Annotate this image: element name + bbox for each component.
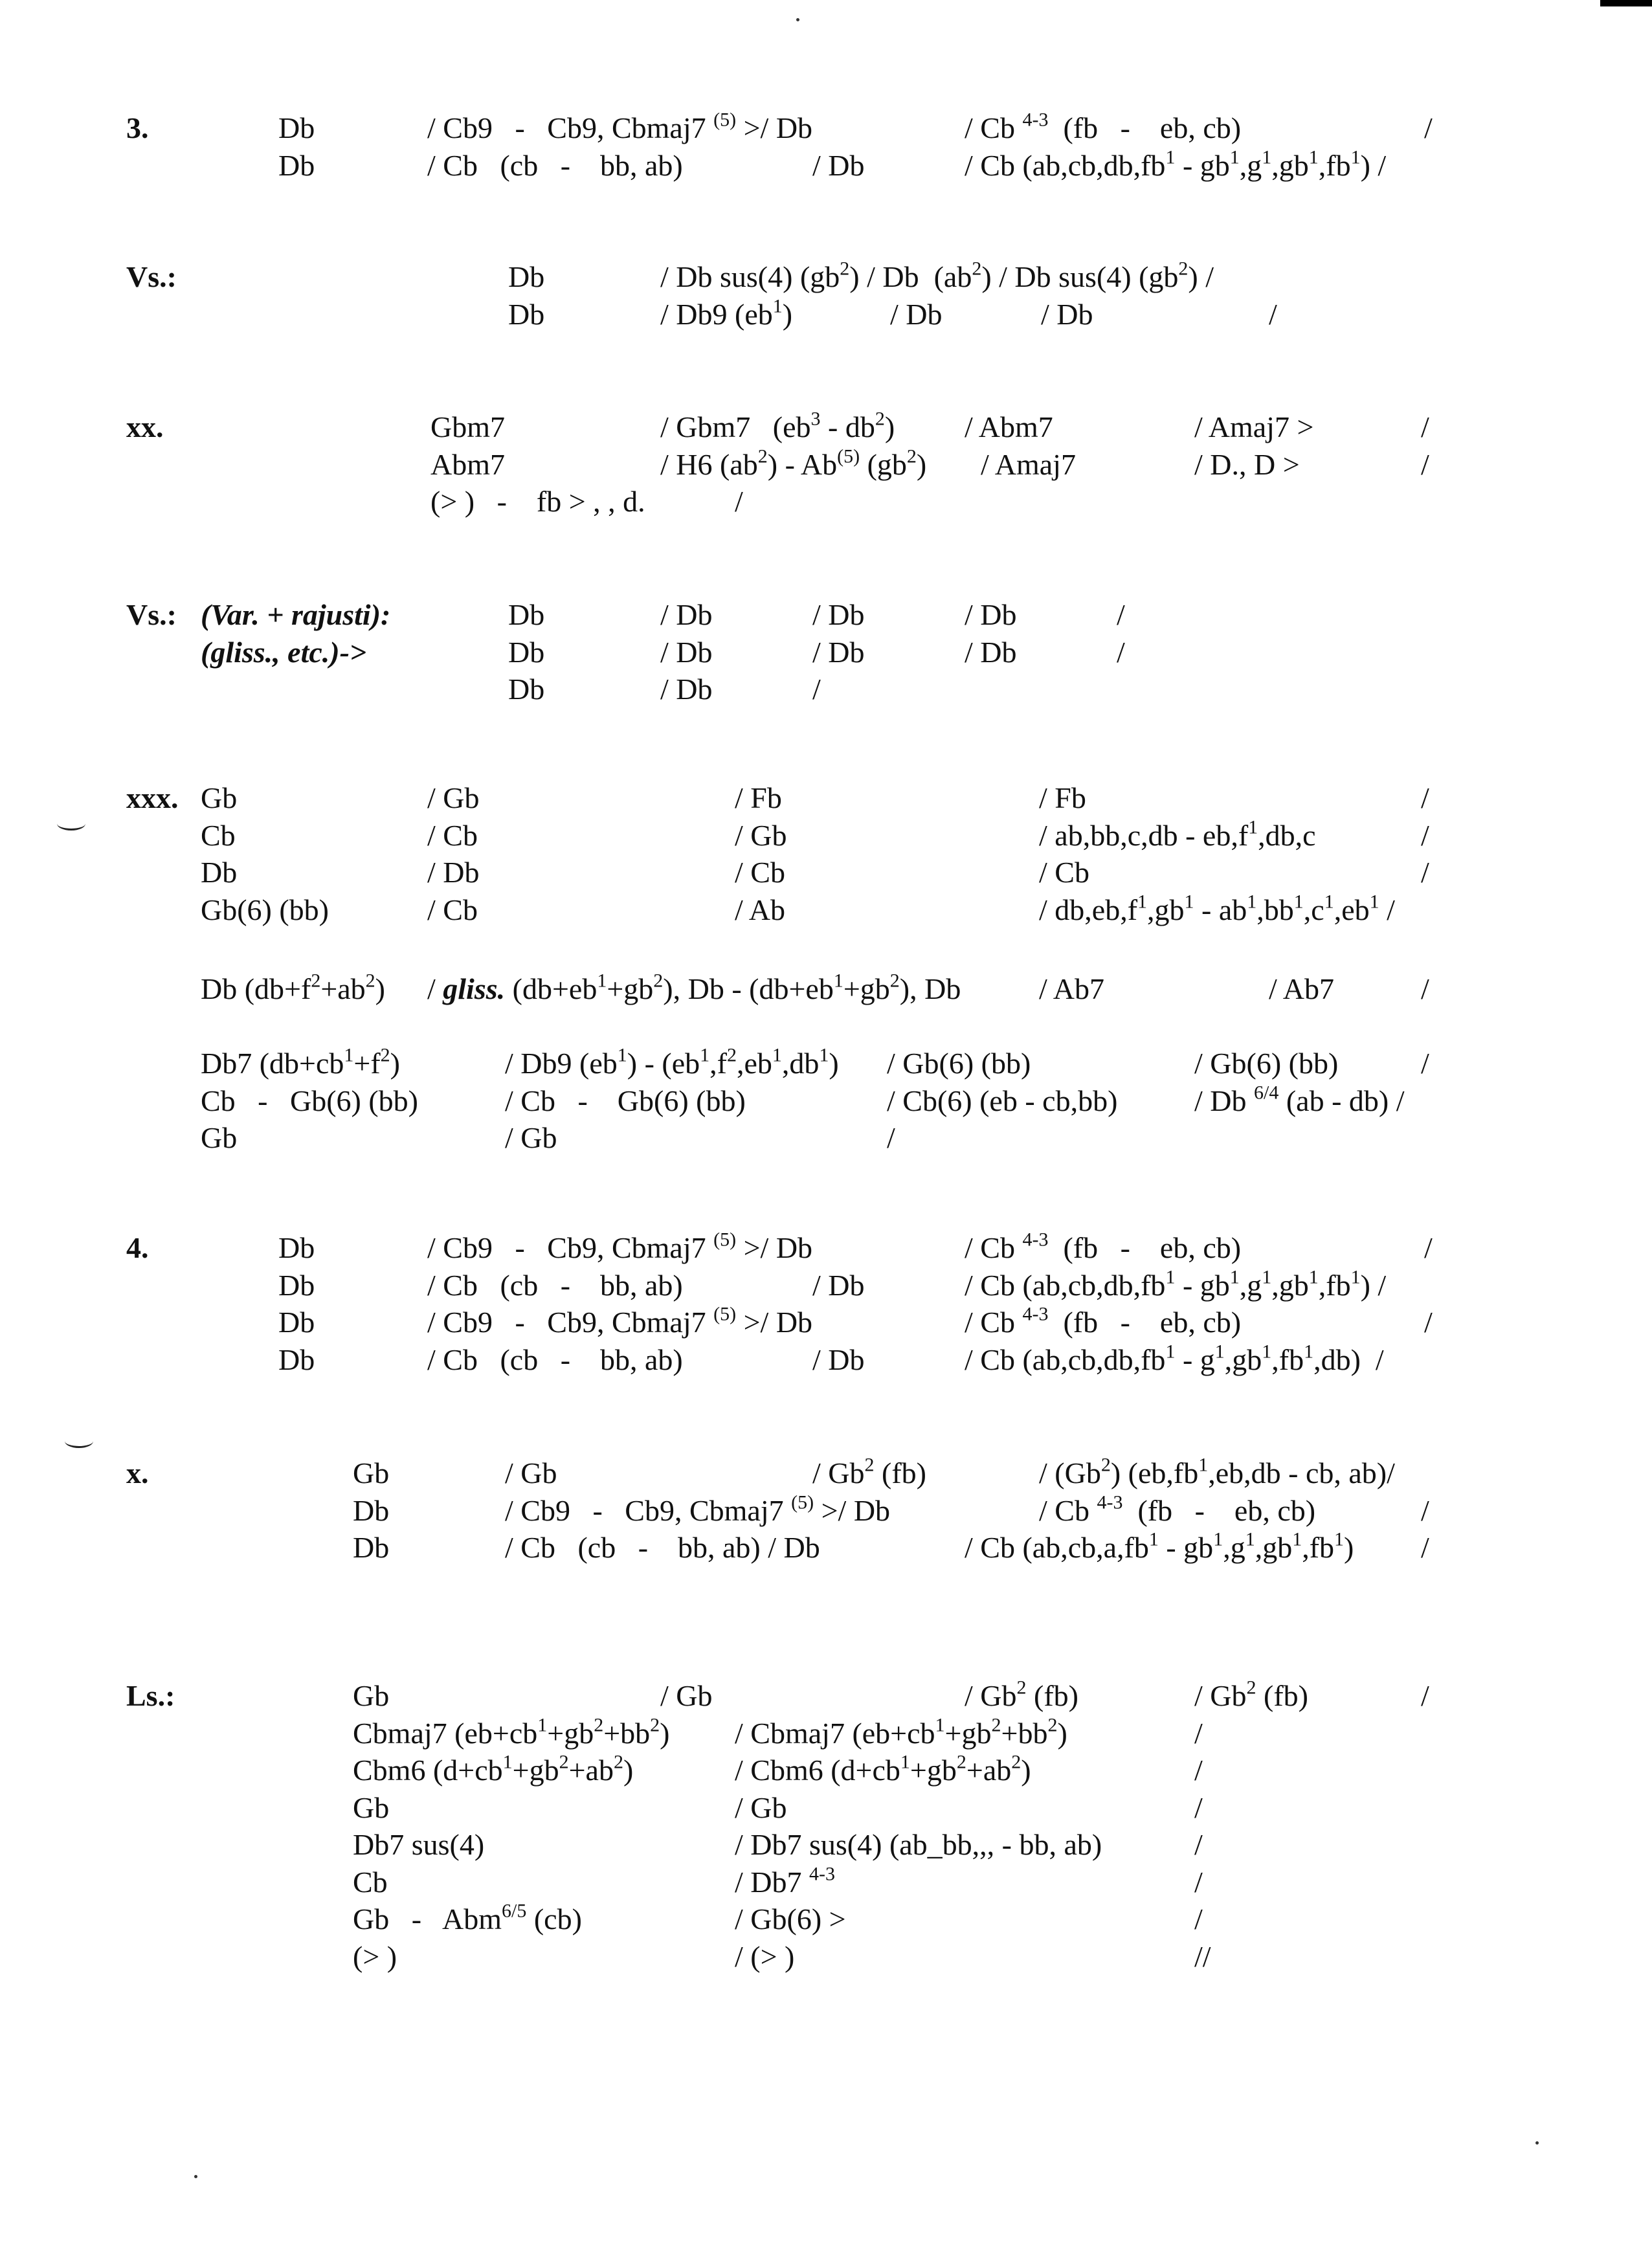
chord-cell: Db <box>508 297 545 331</box>
chord-cell: / Db $^{6/4}$ (ab - db) / <box>1194 1081 1405 1117</box>
chord-cell: / <box>1424 1231 1433 1264</box>
chord-cell: / Cb $(ab,cb,db,fb^1 - g^1,gb^1,fb^1,db)$ / <box>965 1340 1384 1376</box>
chord-cell: / Cb <box>427 893 478 926</box>
chord-cell: // <box>1194 1939 1211 1973</box>
chord-cell: / Db <box>812 635 865 669</box>
chord-cell: / Cb9 - Cb9, Cbmaj7 $^{(5)}$ >/ Db <box>505 1491 891 1527</box>
chord-cell: / <box>735 485 743 518</box>
chord-cell: Cbm6 $(d+cb^1+gb^2+ab^2)$ <box>353 1751 634 1787</box>
chord-cell: Db <box>508 260 545 293</box>
chord-cell: Db <box>201 856 238 889</box>
chord-cell: / Gb <box>735 1790 787 1824</box>
chord-cell: / Cb (cb - bb, ab) <box>427 1268 683 1302</box>
chord-cell: / <box>1421 447 1429 481</box>
chord-cell: / Db <box>965 635 1017 669</box>
section-label: xxx. <box>126 781 179 814</box>
chord-cell: / Gb <box>735 818 787 852</box>
chord-cell: / Cb (cb - bb, ab) <box>427 148 683 182</box>
chord-cell: / <box>1117 598 1125 631</box>
chord-cell: / <box>1421 1679 1429 1712</box>
chord-cell: / <box>1194 1828 1203 1861</box>
chord-cell: Gb <box>353 1456 390 1489</box>
chord-cell: / Db <box>660 673 713 706</box>
chord-cell: / <box>1421 410 1429 443</box>
chord-cell: / H6 $(ab^2) - Ab^{(5)}$ $(gb^2)$ <box>660 445 927 481</box>
chord-cell: / Cb $^{4-3}$ (fb - eb, cb) <box>1039 1491 1316 1527</box>
chord-cell: / Gb <box>660 1679 713 1712</box>
chord-cell: / <box>1117 635 1125 669</box>
chord-cell: / Db9 $(eb^1)$ <box>660 295 793 331</box>
chord-cell: / $db,eb,f^1,gb^1 - ab^1,bb^1,c^1,eb^1$ / <box>1039 890 1395 926</box>
section-label: Vs.: <box>126 598 177 631</box>
chord-cell: / Fb <box>735 781 782 814</box>
chord-cell: / Gb(6) (bb) <box>887 1047 1031 1080</box>
chord-cell: / Cb <box>1039 856 1089 889</box>
margin-tick-mark <box>57 817 85 831</box>
chord-cell: / Cb $^{4-3}$ (fb - eb, cb) <box>965 1303 1242 1339</box>
chord-cell: / Cb(6) (eb - cb,bb) <box>887 1084 1118 1117</box>
chord-cell: Db <box>278 1268 315 1302</box>
chord-cell: / Ab <box>735 893 785 926</box>
chord-cell: / Cbmaj7 $(eb+cb^1+gb^2+bb^2)$ <box>735 1713 1067 1750</box>
chord-cell: / Db <box>812 1268 865 1302</box>
chord-cell: / <box>1421 856 1429 889</box>
chord-cell: / Db sus(4) $(gb^2)$ / Db $(ab^2)$ / Db sus(4) $(gb^2)$ / <box>660 258 1214 293</box>
section-label: Vs.: <box>126 260 177 293</box>
chord-cell: Db <box>278 1306 315 1339</box>
chord-cell: Db <box>508 598 545 631</box>
chord-cell: Abm7 <box>430 447 505 481</box>
chord-cell: / Gb$^2$ (fb) <box>965 1677 1078 1712</box>
chord-cell: Db7 sus(4) <box>353 1828 485 1861</box>
chord-cell: / <box>1194 1790 1203 1824</box>
chord-cell: Gb <box>353 1679 390 1712</box>
chord-cell: Db <box>353 1531 390 1564</box>
chord-cell: (> ) - fb > , , d. <box>430 485 645 518</box>
chord-cell: / <box>1194 1716 1203 1750</box>
chord-cell: / <box>812 673 821 706</box>
chord-cell: / $ab,bb,c,db - eb,f^1,db,c$ <box>1039 816 1316 852</box>
chord-cell: Gb - Abm$^{6/5}$ (cb) <box>353 1900 582 1935</box>
chord-cell: / Db <box>812 598 865 631</box>
chord-cell: / Db7 $^{4-3}$ <box>735 1862 835 1899</box>
chord-cell: / <box>1194 1865 1203 1899</box>
chord-cell: Cb - Gb(6) (bb) <box>201 1084 418 1117</box>
chord-cell: / Cb $^{4-3}$ (fb - eb, cb) <box>965 1229 1242 1264</box>
section-label: Ls.: <box>126 1679 175 1712</box>
chord-cell: / Cb9 - Cb9, Cbmaj7 $^{(5)}$ >/ Db <box>427 109 813 144</box>
chord-cell: Cb <box>353 1865 388 1899</box>
chord-cell: / Db7 sus(4) (ab_bb,,, - bb, ab) <box>735 1828 1102 1861</box>
chord-cell: / Db <box>965 598 1017 631</box>
chord-cell: Db $(db+f^2+ab^2)$ <box>201 970 385 1005</box>
chord-cell: / <box>1194 1902 1203 1935</box>
chord-cell: / Db <box>1041 297 1093 331</box>
chord-cell: / Amaj7 > <box>1194 410 1314 443</box>
section-note: (gliss., etc.)-> <box>201 635 367 669</box>
section-label: 4. <box>126 1231 149 1264</box>
chord-cell: / Abm7 <box>965 410 1053 443</box>
chord-cell: / Gb <box>505 1456 557 1489</box>
chord-cell: / Ab7 <box>1269 972 1334 1005</box>
chord-cell: / Cb9 - Cb9, Cbmaj7 $^{(5)}$ >/ Db <box>427 1229 813 1264</box>
chord-cell: Cb <box>201 818 236 852</box>
chord-cell: / Db9 $(eb^1) - (eb^1,f^2,eb^1,db^1)$ <box>505 1044 839 1080</box>
chord-cell: / Fb <box>1039 781 1086 814</box>
chord-cell: / gliss. $(db+eb^1+gb^2)$, $Db - (db+eb^1+gb^2)$, Db <box>427 970 961 1005</box>
chord-cell: Db <box>278 1231 315 1264</box>
chord-cell: / Cb - Gb(6) (bb) <box>505 1084 746 1117</box>
chord-cell: / Cb (cb - bb, ab) <box>427 1343 683 1376</box>
chord-cell: / <box>1424 1306 1433 1339</box>
chord-cell: Db <box>278 148 315 182</box>
chord-cell: Cbmaj7 $(eb+cb^1+gb^2+bb^2)$ <box>353 1713 670 1750</box>
chord-cell: / Amaj7 <box>981 447 1076 481</box>
chord-cell: / <box>1421 972 1429 1005</box>
chord-cell: Gb <box>353 1790 390 1824</box>
chord-cell: / (Gb$^2$) ($eb,fb^1,eb,db$ - cb, ab)/ <box>1039 1454 1395 1489</box>
chord-cell: / Cb <box>735 856 785 889</box>
chord-cell: / Gbm7 $(eb^3 - db^2)$ <box>660 408 895 443</box>
scan-speck <box>796 18 799 21</box>
scan-speck <box>194 2175 197 2178</box>
chord-cell: / Db <box>890 297 943 331</box>
chord-cell: / Cb $(ab,cb,db,fb^1 - gb^1,g^1,gb^1,fb^1)$ / <box>965 1265 1387 1302</box>
section-label: xx. <box>126 410 164 443</box>
chord-cell: / (> ) <box>735 1939 795 1973</box>
chord-cell: / Cb $^{4-3}$ (fb - eb, cb) <box>965 109 1242 144</box>
chord-cell: / <box>1421 781 1429 814</box>
section-label: 3. <box>126 111 149 144</box>
chord-cell: / Cbm6 $(d+cb^1+gb^2+ab^2)$ <box>735 1751 1031 1787</box>
scan-speck <box>1535 2141 1539 2145</box>
chord-cell: / <box>1421 818 1429 852</box>
chord-cell: / <box>887 1121 895 1154</box>
chord-cell: / <box>1424 111 1433 144</box>
chord-cell: / Gb(6) > <box>735 1902 846 1935</box>
chord-cell: / Cb $(ab,cb,db,fb^1 - gb^1,g^1,gb^1,fb^1)$ / <box>965 146 1387 182</box>
chord-cell: / <box>1421 1493 1429 1527</box>
chord-cell: / Db <box>427 856 480 889</box>
chord-cell: / Gb(6) (bb) <box>1194 1047 1339 1080</box>
corner-mark <box>1600 0 1652 6</box>
chord-cell: (> ) <box>353 1939 397 1973</box>
chord-cell: / Cb9 - Cb9, Cbmaj7 $^{(5)}$ >/ Db <box>427 1303 813 1339</box>
chord-cell: / <box>1421 1531 1429 1564</box>
chord-cell: / Db <box>812 1343 865 1376</box>
chord-cell: Db <box>353 1493 390 1527</box>
chord-cell: / Gb <box>427 781 480 814</box>
chord-cell: / Db <box>812 148 865 182</box>
chord-cell: Gb <box>201 781 238 814</box>
chord-cell: / <box>1194 1754 1203 1787</box>
chord-cell: / Ab7 <box>1039 972 1104 1005</box>
chord-cell: / <box>1421 1047 1429 1080</box>
chord-cell: Db <box>508 635 545 669</box>
chord-cell: / D., D > <box>1194 447 1300 481</box>
margin-tick-mark <box>65 1434 93 1448</box>
chord-cell: / Db <box>660 635 713 669</box>
chord-cell: / Gb$^2$ (fb) <box>812 1454 926 1489</box>
chord-cell: / Cb $(ab,cb,a,fb^1 - gb^1,g^1,gb^1,fb^1)$ <box>965 1528 1354 1564</box>
chord-cell: / Db <box>660 598 713 631</box>
chord-cell: / Cb (cb - bb, ab) / Db <box>505 1531 820 1564</box>
chord-cell: / <box>1269 297 1277 331</box>
chord-cell: Db <box>278 111 315 144</box>
chord-cell: / Gb$^2$ (fb) <box>1194 1677 1308 1712</box>
section-label: x. <box>126 1456 149 1489</box>
chord-cell: / Cb <box>427 818 478 852</box>
chord-cell: Gb <box>201 1121 238 1154</box>
chord-cell: Gbm7 <box>430 410 505 443</box>
chord-cell: Gb(6) (bb) <box>201 893 329 926</box>
chord-cell: Db <box>508 673 545 706</box>
chord-cell: Db7 $(db+cb^1+f^2)$ <box>201 1044 400 1080</box>
chord-cell: / Gb <box>505 1121 557 1154</box>
section-note: (Var. + rajusti): <box>201 598 391 631</box>
chord-cell: Db <box>278 1343 315 1376</box>
